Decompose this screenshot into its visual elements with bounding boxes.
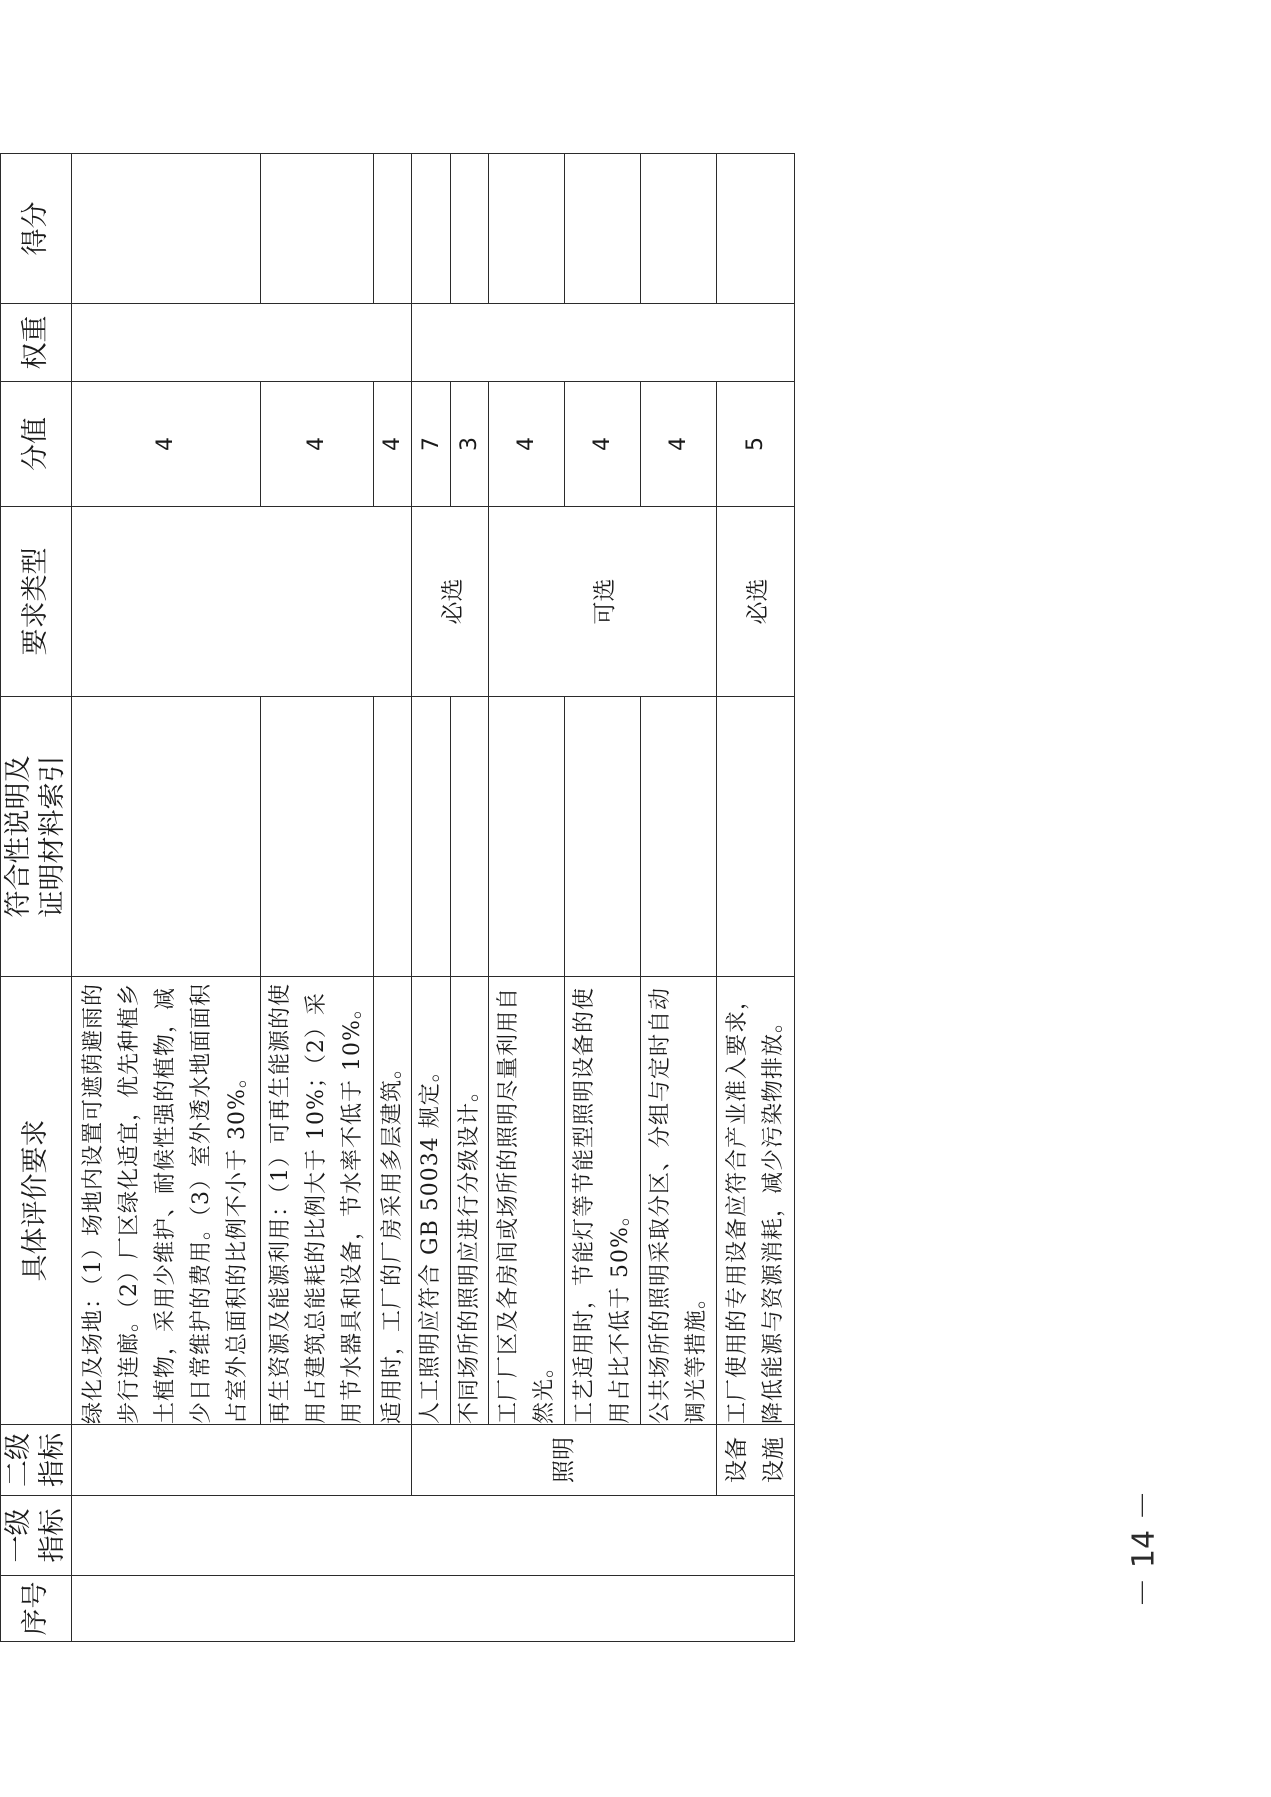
points-cell: 4 — [72, 382, 260, 507]
score-cell — [374, 154, 412, 304]
req-type-cell-blank — [72, 507, 412, 697]
req-type-optional: 可选 — [489, 507, 717, 697]
score-cell — [412, 154, 450, 304]
header-seq: 序号 — [1, 1576, 72, 1642]
evidence-cell — [641, 697, 717, 977]
points-cell: 3 — [450, 382, 488, 507]
header-evidence: 符合性说明及 证明材料索引 — [1, 697, 72, 977]
req-type-mandatory: 必选 — [717, 507, 795, 697]
header-weight: 权重 — [1, 304, 72, 382]
evidence-cell — [450, 697, 488, 977]
rotated-page-content — [0, 154, 795, 1642]
evidence-cell — [489, 697, 565, 977]
level2-equipment: 设备 设施 — [717, 1425, 795, 1496]
requirement-cell: 再生资源及能源利用：（1）可再生能源的使用占建筑总能耗的比例大于 10%；（2）采用节水器具和设备，节水率不低于 10%。 — [260, 977, 373, 1425]
level2-cell-blank — [72, 1425, 412, 1496]
header-row — [1, 154, 72, 1642]
level2-lighting: 照明 — [412, 1425, 717, 1496]
evidence-cell — [717, 697, 795, 977]
level1-cell — [72, 1496, 795, 1576]
requirement-cell: 适用时，工厂的厂房采用多层建筑。 — [374, 977, 412, 1425]
points-cell: 4 — [260, 382, 373, 507]
table-row — [72, 154, 260, 1642]
weight-cell — [412, 304, 795, 382]
score-cell — [641, 154, 717, 304]
requirement-cell: 公共场所的照明采取分区、分组与定时自动调光等措施。 — [641, 977, 717, 1425]
header-score: 得分 — [1, 154, 72, 304]
weight-cell — [72, 304, 412, 382]
requirement-cell: 绿化及场地：（1）场地内设置可遮荫避雨的步行连廊。（2）厂区绿化适宜，优先种植乡土植物，采用少维护、耐候性强的植物，减少日常维护的费用。（3）室外透水地面面积占室外总面积的比例不小于 30%。 — [72, 977, 260, 1425]
requirement-cell: 工艺适用时，节能灯等节能型照明设备的使用占比不低于 50%。 — [565, 977, 641, 1425]
header-requirement: 具体评价要求 — [1, 977, 72, 1425]
points-cell: 5 — [717, 382, 795, 507]
header-level2: 二级 指标 — [1, 1425, 72, 1496]
score-cell — [260, 154, 373, 304]
requirement-cell: 工厂使用的专用设备应符合产业准入要求，降低能源与资源消耗，减少污染物排放。 — [717, 977, 795, 1425]
evaluation-table — [0, 153, 795, 1642]
points-cell: 4 — [565, 382, 641, 507]
score-cell — [72, 154, 260, 304]
header-req-type: 要求类型 — [1, 507, 72, 697]
points-cell: 4 — [641, 382, 717, 507]
points-cell: 4 — [489, 382, 565, 507]
score-cell — [717, 154, 795, 304]
req-type-mandatory: 必选 — [412, 507, 489, 697]
points-cell: 4 — [374, 382, 412, 507]
points-cell: 7 — [412, 382, 450, 507]
score-cell — [489, 154, 565, 304]
header-points: 分值 — [1, 382, 72, 507]
score-cell — [450, 154, 488, 304]
header-level1: 一级 指标 — [1, 1496, 72, 1576]
evidence-cell — [260, 697, 373, 977]
page-number: － 14 － — [1126, 1490, 1162, 1608]
evidence-cell — [565, 697, 641, 977]
requirement-cell: 不同场所的照明应进行分级设计。 — [450, 977, 488, 1425]
requirement-cell: 工厂厂区及各房间或场所的照明尽量利用自然光。 — [489, 977, 565, 1425]
evidence-cell — [412, 697, 450, 977]
evidence-cell — [374, 697, 412, 977]
requirement-cell: 人工照明应符合 GB 50034 规定。 — [412, 977, 450, 1425]
score-cell — [565, 154, 641, 304]
evidence-cell — [72, 697, 260, 977]
table-row — [412, 154, 450, 1642]
seq-cell — [72, 1576, 795, 1642]
